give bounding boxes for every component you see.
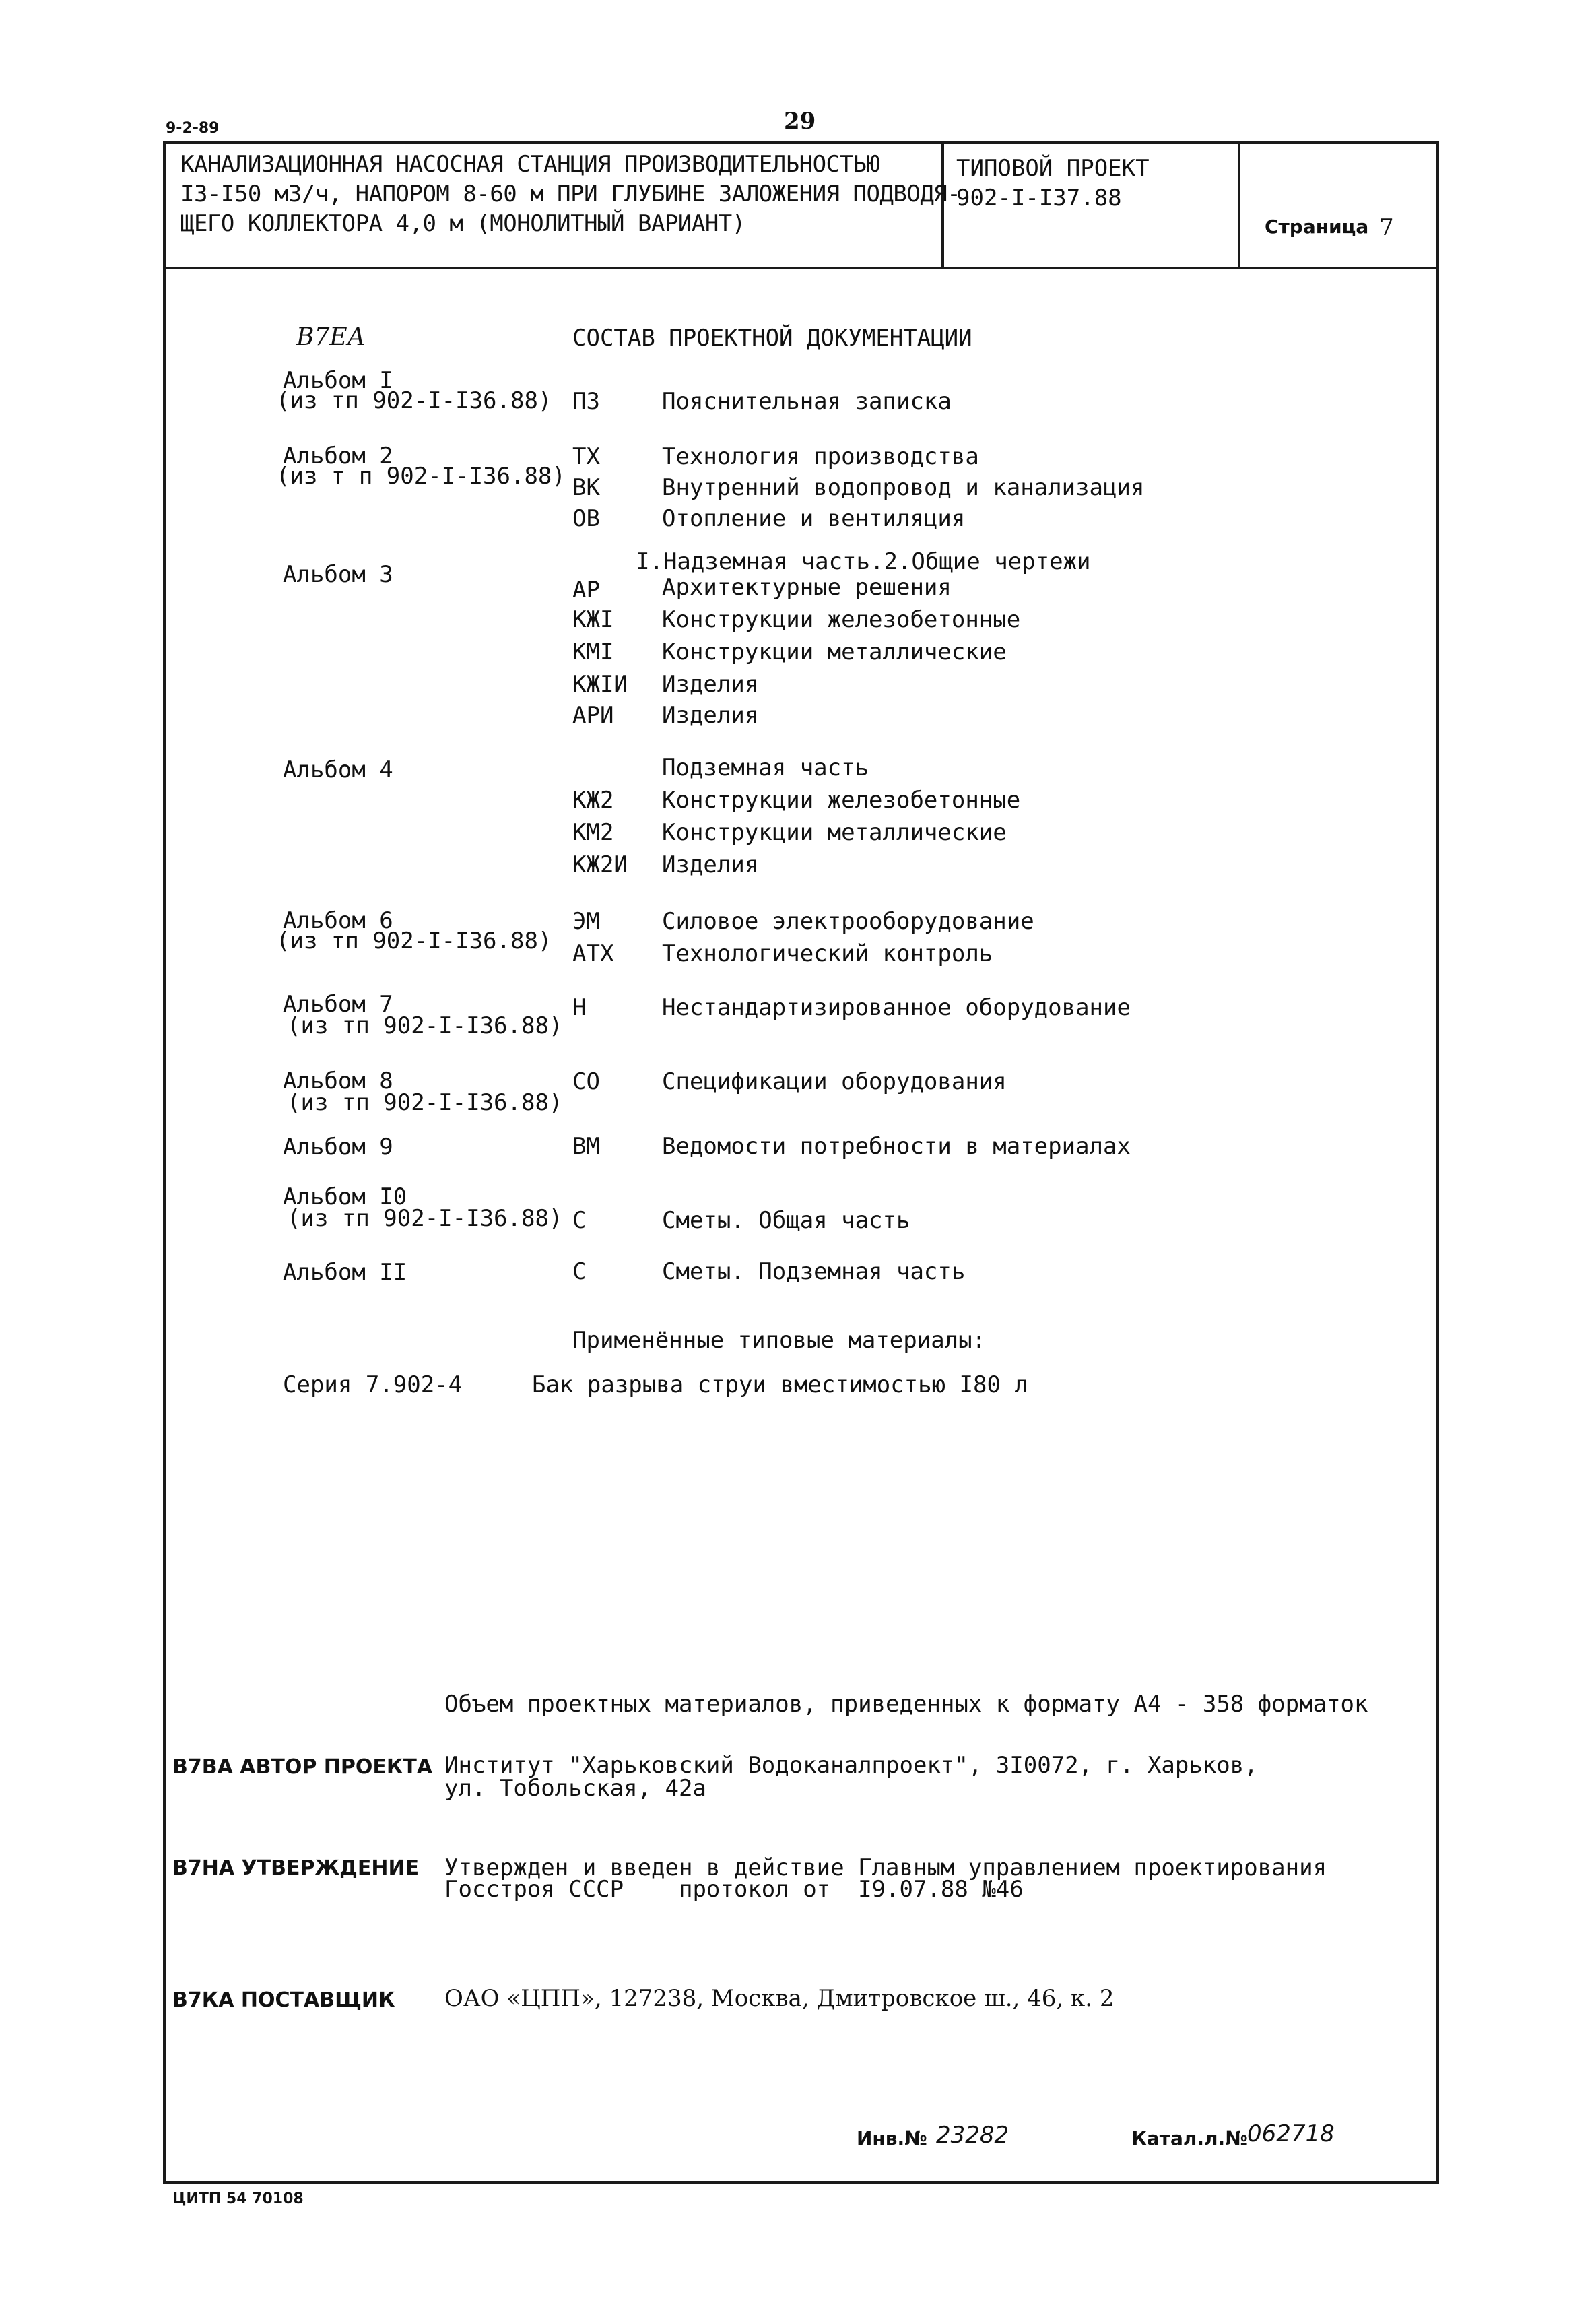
author-line: Институт "Харьковский Водоканалпроект", 3I0072, г. Харьков, xyxy=(444,1752,1258,1779)
applied-series: Серия 7.902-4 xyxy=(283,1371,463,1398)
album-subsection: Подземная часть xyxy=(662,754,869,781)
print-code: ЦИТП 54 70108 xyxy=(172,2190,304,2207)
doc-desc-cell: Изделия xyxy=(662,851,759,878)
album-name: Альбом I xyxy=(283,367,393,394)
doc-desc-cell: Конструкции металлические xyxy=(662,819,1007,846)
author-line: ул. Тобольская, 42а xyxy=(444,1775,706,1802)
volume-text: Объем проектных материалов, приведенных к формату А4 - 358 форматок xyxy=(444,1691,1368,1718)
applied-heading: Применённые типовые материалы: xyxy=(572,1327,987,1354)
doc-code-cell: ПЗ xyxy=(572,388,600,415)
album-source: (из т п 902-I-I36.88) xyxy=(276,463,566,490)
approval-line: Госстроя СССР протокол от I9.07.88 №46 xyxy=(444,1876,1024,1903)
doc-code-cell: ОВ xyxy=(572,505,600,532)
album-name: Альбом I0 xyxy=(283,1183,407,1210)
doc-desc-cell: Ведомости потребности в материалах xyxy=(662,1133,1131,1160)
stamp-title-line: КАНАЛИЗАЦИОННАЯ НАСОСНАЯ СТАНЦИЯ ПРОИЗВОДИТЕЛЬНОСТЬЮ xyxy=(180,151,880,178)
doc-code-cell: СО xyxy=(572,1068,600,1095)
inventory-label: Инв.№ xyxy=(857,2127,927,2149)
doc-code-cell: АРИ xyxy=(572,702,614,729)
catalog-label: Катал.л.№ xyxy=(1131,2127,1248,2149)
doc-code-cell: АР xyxy=(572,577,600,604)
stamp-title xyxy=(180,150,960,238)
supplier-line: ОАО «ЦПП», 127238, Москва, Дмитровское ш., 46, к. 2 xyxy=(444,1985,1115,2012)
inventory-value: 23282 xyxy=(936,2122,1009,2149)
doc-desc-cell: Сметы. Общая часть xyxy=(662,1207,910,1234)
page-number: 29 xyxy=(784,108,816,135)
page-label: Страница xyxy=(1265,216,1369,238)
album-source: (из тп 902-I-I36.88) xyxy=(287,1205,563,1232)
doc-code-cell: КЖ2И xyxy=(572,851,628,878)
doc-code-cell: АТХ xyxy=(572,940,614,967)
doc-code-cell: С xyxy=(572,1207,587,1234)
doc-desc-cell: Конструкции железобетонные xyxy=(662,606,1021,633)
project-number: 902-I-I37.88 xyxy=(956,185,1122,211)
doc-desc-cell: Технологический контроль xyxy=(662,940,993,967)
doc-code-cell: ВМ xyxy=(572,1133,600,1160)
album-source: (из тп 902-I-I36.88) xyxy=(276,927,552,954)
applied-desc: Бак разрыва струи вместимостью I80 л xyxy=(532,1371,1028,1398)
doc-desc-cell: Сметы. Подземная часть xyxy=(662,1258,966,1285)
album-name: Альбом 3 xyxy=(283,561,393,588)
stamp-title-line: ЩЕГО КОЛЛЕКТОРА 4,0 м (МОНОЛИТНЫЙ ВАРИАНТ) xyxy=(180,210,745,237)
stamp-divider-2 xyxy=(1238,141,1240,269)
page-value: 7 xyxy=(1379,214,1394,241)
album-name: Альбом 6 xyxy=(283,907,393,934)
album-name: Альбом II xyxy=(283,1259,407,1286)
doc-code: 9-2-89 xyxy=(166,120,220,137)
doc-code-cell: Н xyxy=(572,994,587,1021)
doc-desc-cell: Силовое электрооборудование xyxy=(662,908,1034,935)
album-name: Альбом 7 xyxy=(283,991,393,1018)
album-name: Альбом 2 xyxy=(283,443,393,469)
doc-desc-cell: Технология производства xyxy=(662,443,979,470)
doc-desc-cell: Отопление и вентиляция xyxy=(662,505,966,532)
doc-desc-cell: Конструкции железобетонные xyxy=(662,787,1021,814)
doc-code-cell: С xyxy=(572,1258,587,1285)
approval-label: В7НА УТВЕРЖДЕНИЕ xyxy=(172,1856,420,1880)
doc-code-cell: КМI xyxy=(572,639,614,665)
doc-desc-cell: Нестандартизированное оборудование xyxy=(662,994,1131,1021)
doc-desc-cell: Внутренний водопровод и канализация xyxy=(662,474,1145,501)
author-label: В7ВА АВТОР ПРОЕКТА xyxy=(172,1755,433,1779)
doc-desc-cell: Изделия xyxy=(662,671,759,698)
album-source: (из тп 902-I-I36.88) xyxy=(287,1012,563,1039)
approval-line: Утвержден и введен в действие Главным управлением проектирования xyxy=(444,1854,1327,1881)
album-subsection: I.Надземная часть.2.Общие чертежи xyxy=(636,548,1091,575)
catalog-value: 062718 xyxy=(1247,2120,1335,2147)
stamp-title-line: I3-I50 м3/ч, НАПОРОМ 8-60 м ПРИ ГЛУБИНЕ ЗАЛОЖЕНИЯ ПОДВОДЯ- xyxy=(180,181,961,207)
doc-code-cell: КЖ2 xyxy=(572,787,614,814)
doc-desc-cell: Архитектурные решения xyxy=(662,574,952,601)
album-name: Альбом 8 xyxy=(283,1068,393,1095)
doc-desc-cell: Спецификации оборудования xyxy=(662,1068,1007,1095)
doc-code-cell: КЖI xyxy=(572,606,614,633)
project-label: ТИПОВОЙ ПРОЕКТ xyxy=(956,155,1150,182)
doc-desc-cell: Конструкции металлические xyxy=(662,639,1007,665)
doc-code-cell: КЖIИ xyxy=(572,671,628,698)
doc-code-cell: ВК xyxy=(572,474,600,501)
supplier-label: В7КА ПОСТАВЩИК xyxy=(172,1988,395,2012)
doc-code-cell: ЭМ xyxy=(572,908,600,935)
album-source: (из тп 902-I-I36.88) xyxy=(287,1089,563,1116)
doc-desc-cell: Пояснительная записка xyxy=(662,388,952,415)
section-heading: СОСТАВ ПРОЕКТНОЙ ДОКУМЕНТАЦИИ xyxy=(572,325,972,352)
album-name: Альбом 4 xyxy=(283,756,393,783)
album-source: (из тп 902-I-I36.88) xyxy=(276,387,552,414)
doc-desc-cell: Изделия xyxy=(662,702,759,729)
doc-code-cell: КМ2 xyxy=(572,819,614,846)
doc-code-cell: ТХ xyxy=(572,443,600,470)
album-name: Альбом 9 xyxy=(283,1134,393,1161)
section-code: В7ЕА xyxy=(296,323,366,351)
